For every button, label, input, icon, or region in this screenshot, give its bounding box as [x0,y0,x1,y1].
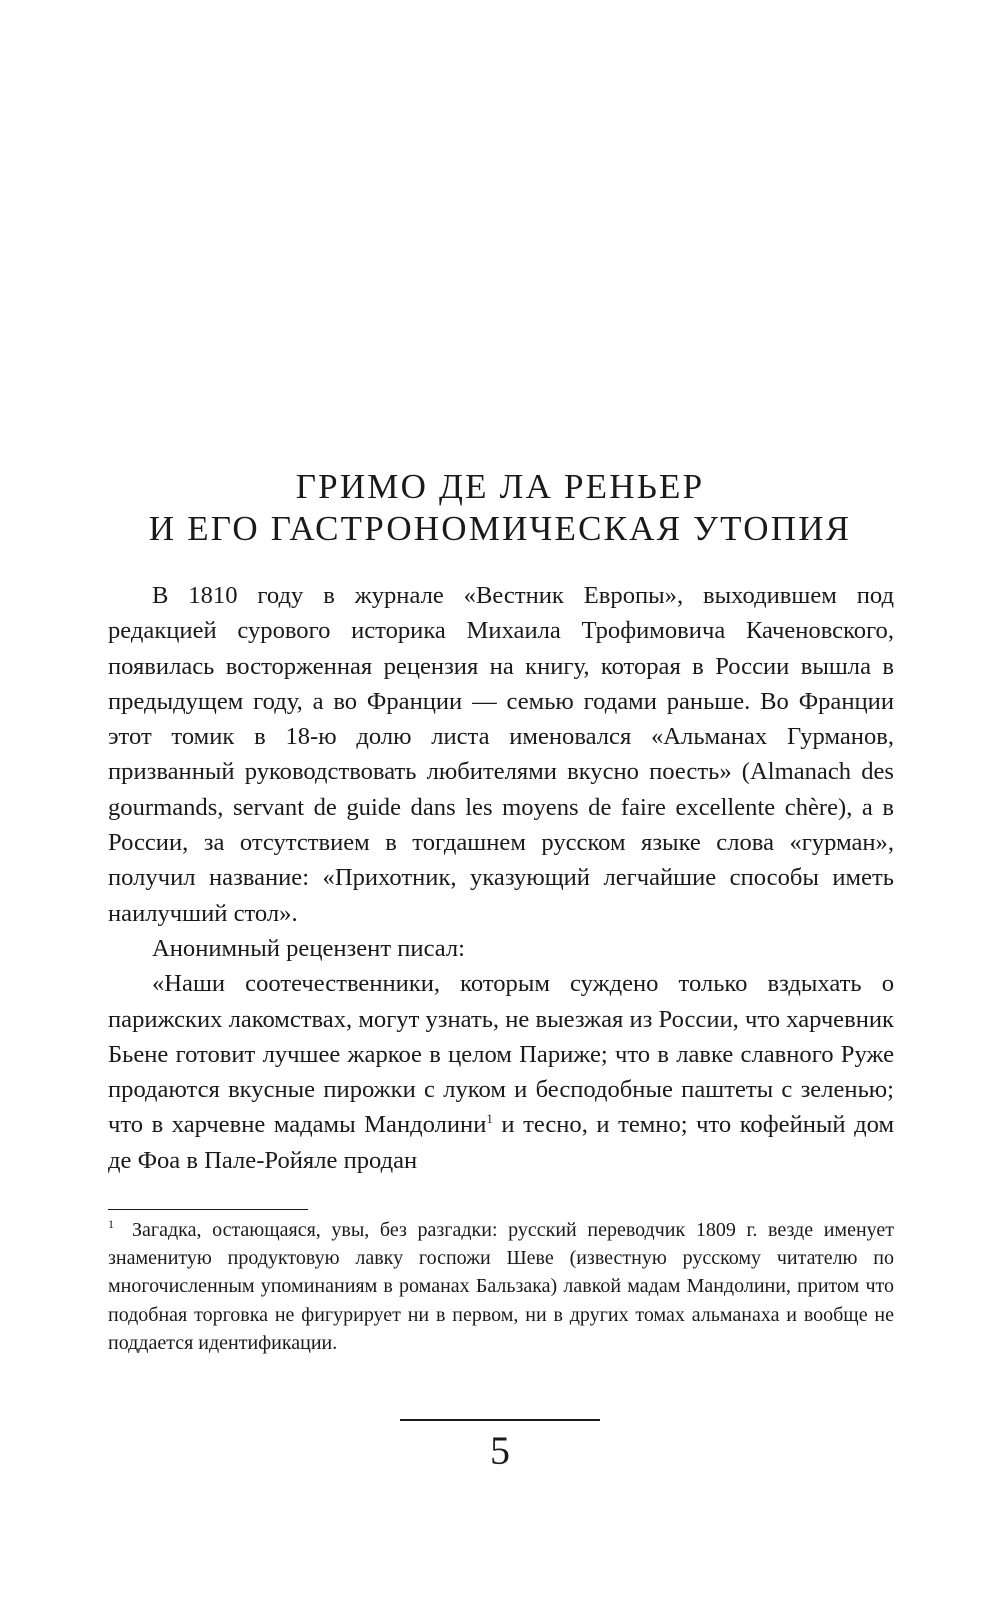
footnote [108,1216,894,1357]
page-number: 5 [490,1428,510,1473]
footnote-divider [108,1209,308,1210]
footnote-text: Загадка, остающаяся, увы, без разгадки: русский переводчик 1809 г. везде именует знаменитую продуктовую лавку госпожи Шеве (известную русскому читателю по многочисленным упоминаниям в романах Бальзака) лавкой мадам Мандолини, притом что подобная торговка не фигурирует ни в первом, ни в других томах альманаха и вообще не поддается идентификации. [108,1219,894,1354]
chapter-title [110,466,890,550]
paragraph-1: В 1810 году в журнале «Вестник Европы», выходившем под редакцией сурового историка Михаила Трофимовича Каченовского, появилась восторженная рецензия на книгу, которая в России вышла в предыдущем году, а во Франции — семью годами раньше. Во Франции этот томик в 18-ю долю листа именовался «Альманах Гурманов, призванный руководствовать любителями вкусно поесть» (Almanach des gourmands, servant de guide dans les moyens de faire excellente chère), а в России, за отсутствием в тогдашнем русском языке слова «гурман», получил название: «Прихотник, указующий легчайшие способы иметь наилучший стол». [108,582,894,927]
footnote-paragraph [108,1216,894,1357]
chapter-title-line-2: И ЕГО ГАСТРОНОМИЧЕСКАЯ УТОПИЯ [148,509,852,548]
chapter-title-line-1: ГРИМО ДЕ ЛА РЕНЬЕР [295,467,705,506]
footnote-number: 1 [108,1217,114,1232]
paragraph-3 [108,966,894,1178]
body-text [108,578,894,1178]
page-number-divider [400,1419,600,1421]
paragraph-3-text-end: и тесно, и темно; что кофейный дом де Фоа в Пале-Ройяле продан [108,1111,895,1174]
paragraph-2: Анонимный рецензент писал: [152,934,466,962]
paragraph-3-text-start: «Наши соотечественники, которым суждено только вздыхать о парижских лакомствах, могут узнать, не выезжая из России, что харчевник Бьене готовит лучшее жаркое в целом Париже; что в лавке славного Руже продаются вкусные пирожки с луком и бесподобные паштеты с зеленью; что в харчевне мадамы Мандолини [108,970,894,1139]
footnote-reference[interactable]: 1 [486,1111,493,1127]
